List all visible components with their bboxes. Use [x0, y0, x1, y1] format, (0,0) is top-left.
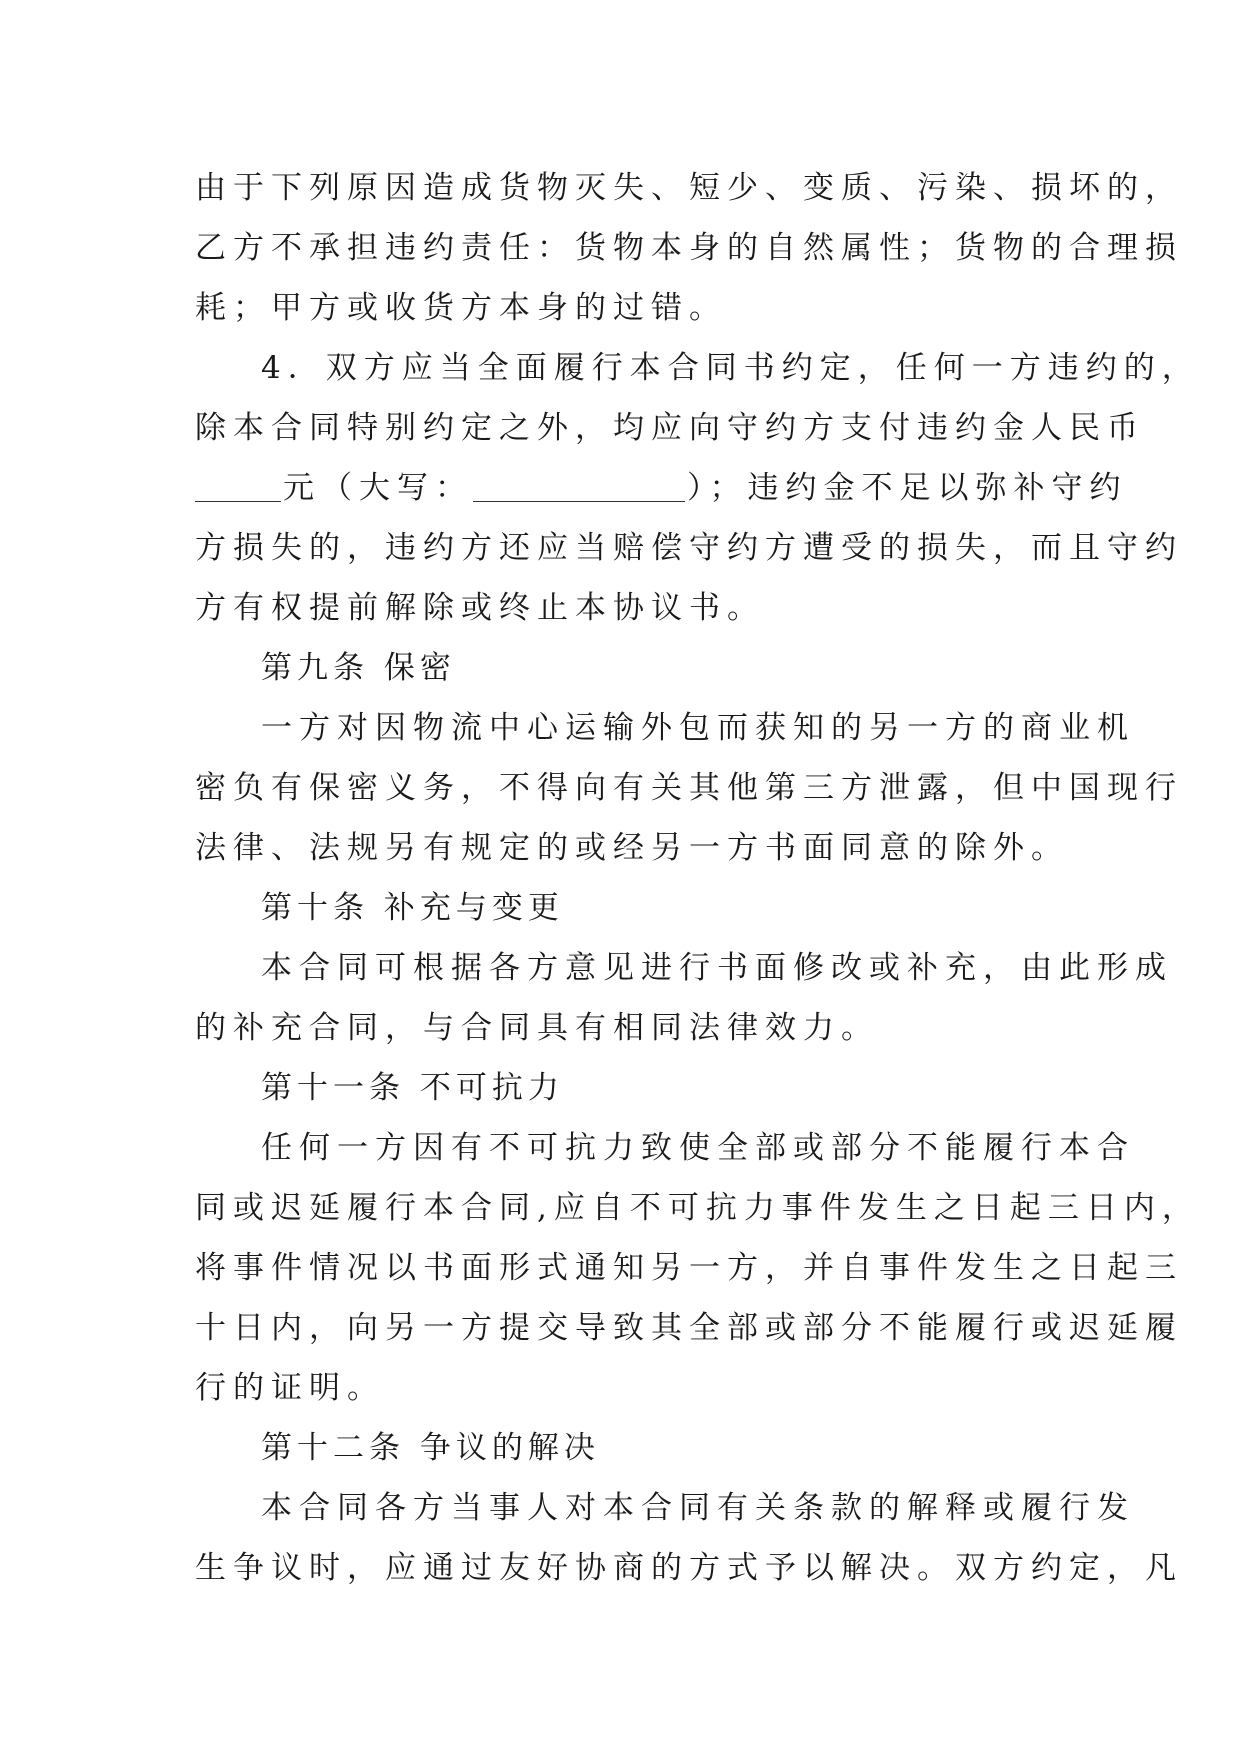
article-heading: 第九条 保密: [261, 650, 456, 686]
text-line: 密负有保密义务，不得向有关其他第三方泄露，但中国现行: [195, 770, 1183, 806]
text-line: 4．双方应当全面履行本合同书约定，任何一方违约的，: [261, 350, 1200, 386]
text-line: 行的证明。: [195, 1370, 385, 1406]
article-heading: 第十二条 争议的解决: [261, 1430, 600, 1466]
penalty-amount-line: [195, 458, 1128, 518]
text-line: 将事件情况以书面形式通知另一方，并自事件发生之日起三: [195, 1250, 1183, 1286]
text-line: 方有权提前解除或终止本协议书。: [195, 590, 765, 626]
text-fragment: ）；违约金不足以弥补守约: [687, 470, 1128, 506]
text-line: 任何一方因有不可抗力致使全部或部分不能履行本合: [261, 1130, 1135, 1166]
text-line: 的补充合同，与合同具有相同法律效力。: [195, 1010, 879, 1046]
text-fragment: 元（大写：: [283, 470, 473, 506]
text-line: 方损失的，违约方还应当赔偿守约方遭受的损失，而且守约: [195, 530, 1183, 566]
text-line: 由于下列原因造成货物灭失、短少、变质、污染、损坏的，: [195, 170, 1183, 206]
text-line: 一方对因物流中心运输外包而获知的另一方的商业机: [261, 710, 1135, 746]
amount-blank: [195, 467, 281, 502]
amount-in-words-blank: [473, 467, 685, 502]
text-line: 十日内，向另一方提交导致其全部或部分不能履行或迟延履: [195, 1310, 1183, 1346]
text-line: 生争议时，应通过友好协商的方式予以解决。双方约定，凡: [195, 1550, 1183, 1586]
article-heading: 第十条 补充与变更: [261, 890, 564, 926]
text-line: 耗；甲方或收货方本身的过错。: [195, 290, 727, 326]
text-line: 乙方不承担违约责任：货物本身的自然属性；货物的合理损: [195, 230, 1183, 266]
text-line: 法律、法规另有规定的或经另一方书面同意的除外。: [195, 830, 1069, 866]
article-heading: 第十一条 不可抗力: [261, 1070, 564, 1106]
document-body: [195, 158, 1200, 1598]
text-line: 本合同各方当事人对本合同有关条款的解释或履行发: [261, 1490, 1135, 1526]
text-line: 同或迟延履行本合同,应自不可抗力事件发生之日起三日内，: [195, 1190, 1200, 1226]
text-line: 除本合同特别约定之外，均应向守约方支付违约金人民币: [195, 410, 1145, 446]
text-line: 本合同可根据各方意见进行书面修改或补充，由此形成: [261, 950, 1173, 986]
